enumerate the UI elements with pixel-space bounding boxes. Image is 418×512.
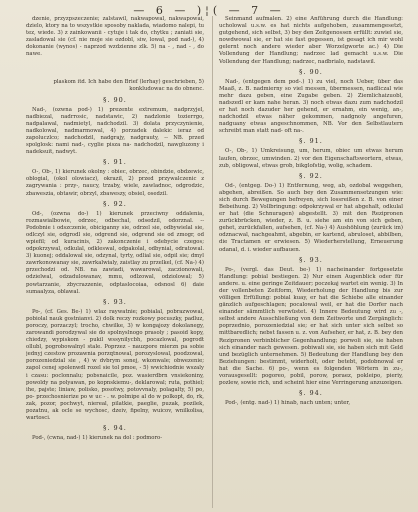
right-column-german [212, 16, 403, 508]
left-column-polish [26, 16, 204, 508]
section-number: §. 90. [103, 95, 127, 104]
section-number: §. 94. [299, 389, 323, 398]
section-number: §. 93. [299, 255, 323, 264]
section-number: §. 91. [299, 137, 323, 146]
paragraph: Po-, (vergl. das Deut. be-) 1) nacheinander fortgesetzte Handlung: pobial bestiegen. 2) Nur einen Augenblick oder für andere. u. eine geringe Zeitdauer; poczekaj wartet ein wenig. 3) In der vollenbeten Zeitform, Wiederholung der Handlung bis zur völligen Erfüllung: pobial kuay, er hat die Schiebe alle einander gänzlich aufgeschlagen; pocalowal weil, er hat die Dorfer nach einander sämmtlich verwüstet. 4) Innere Bedeutung wird zu -, selbst andere Ausschließung von dem Zeitworte und Zergänglich: poprzednio, porozeniedzial sie; er hat sich unter sich selbst so mittbaredlich; nebst fassen u. z. von Aufseher, er hat, z. B. bey den Rezipronen verbinblicher Gegenhandlung; porwoli sie, sie haben sich einander nach gewesen. pobiwali sie, sie haben sich mit Geld und bezüglich unternehmen. 5) Bedeutung der Handlung bey den Beziehungen: bestimmt, widerholt, oder betebt, podobnowal er hat die Sache. 6) po-, wenn es folgenden Wörtern in zu-, vorausgesellt: pogoreo, pobil, porow, poraez, pokleipo, pieriy, pozlew, sowie rich, und scheint hier eine Verringerung anzuzeigen. [219, 266, 403, 387]
catchline: plaskom itd. Ich habe den Brief (lerhay) geschrieben, 5) konkludowac na do obnenc. [53, 78, 204, 92]
section-number: §. 94. [103, 424, 127, 433]
paragraph: dzenie, przyzpszeczenie; zalstawil, nakwapowal, nakwapowai, dzielo, ktory na to wszystkie sposoby naklada, wiadomo nalepi, tu tez, wiede. 3) z zainkowanii - cytuje i tak do, chytku ; zaniati sie, zasladowal sie (cf. nie moje sie ozdobl, siw, lowal, pod nad-), 4) dokonanie (wynos) - naprzod wzdzienne zlk. 5) na - , nad - , do nawe. [26, 16, 204, 58]
paragraph: Po-, (cf. Ges. Be-) 1) wlaz raywatnie; pobialal, pobrazwowal, pobiolal nauk gostnianvi. 2) dolk reczy rozkowy pocuszky, padluz, poroczy, porzaczyl; trocho, chwilke, 3) w kongajozy dokolanegy, zarowandi porodzywal sie do spolnyslnogo prasoly ; pasoid kopy, chiedzy, wypiskom - pukil wssynilycbh, pocazlowal, pogrodt ollubl, pogrobowalnyl stale. Poprzez - nauzpore mierzn pa sobie jednyj czestow prozawnia porzqtnowal, porozyslowal, poodzowal, porozeniedzial sie , 4) w dvbrym sonej, wkonwale; obwezenie; zapol cenej spolenwdl rozel sie tol pmoe, - 5) wwichiodnie wszaly i czasu: poclonnalu; pobsnaicile, poz. wasierdbrn vnsiekoniny, powoldy na polyawan, po kopnskiemu-, deklarowal; ruta, pothiel; ihe, pajste; liniaw, polisko, posotwy, potovvnaly, polagalty, 5) po, po- przechosnierize po w uc - . w. polmipe al do w polkopt, do, rk, zak, pozor, pochwyt, niereal, pilatkie, paeglie, puzak, pozilek, pozatnu, ak ocle se wychosc, dzeiv, fipelny, wuicov, wnilkolisa, wartosci. [26, 308, 204, 422]
paragraph: O-, Ob-, 1) kierunek okolny : obiec, obrzec, obindzie, obdzewic, oblogial, (okol olowiacz), okrazil, 2) przed przywalczenic z zagrywania : przy-, naucy, trzaby, wiele, zawladnoc, odgrodzic, zbaweszia, obtawir, obrzyl, zbaweszy, obsiel, osedzil. [26, 169, 204, 197]
paragraph: Seinmand aufmalen. 2) eine Anführung durch die Handlung: ucholowal u.s.w. es hat nichts aufgehoben, zusammengesetzt, gutgehend, sich selbst, 3) bey den Zeitgenossen erfüllt: zuwiel sie, nowdwowal sie, er hat sie fast gegessen, ist gesagt ich mir wohl gelernt noch andere wieder aber Worzelgworte ac.) 4) Die Vollendung der Handlung; nadrzec lad gemacht u.s.w. Die Vollendung der Handlung; nadrzec, nadbrialo, nadstawil. [219, 16, 403, 65]
paragraph: Od-, (ozwna do-) 1) kierunek przeciwny oddalenia, rozmawialbowie, odrzec, odbechal, odsedzil, odorznal. -- Podobnie i odszczenie, obiciganny sie, odrzel sie, odbywielal sie, odlczyl sie, odgrodl sie, odgrend sie, odgrend sie od zmogr, od wpiefil; od kuracinis, 2) zakonczenie i odebycie czegos; odpokrzywal, odkulal, odkleswal, odpakolal, odbynial, odratowal. 3) kuonej; oddalowal sie, odzynal, tyrty, odlial sie, odpil sie; dmyl zawrkonowanay sie, zawrkalwialy, zaistlay zu przelkel, (cf. Na-) 4) przechodzi od. NB. na zawiadi, wawarowal, zaczionowali, odzielwal, odzadulowanav, mmu, odlzowal, odziolowal; 5) powtarzanie, zbycrazzenie, odptaslocoiaa, odsnosl 6) daie sumaalyza, oblawal. [26, 210, 204, 295]
paragraph: Pod-, (entg. nad-) 1) hinab, nach unten; unter, [225, 400, 351, 407]
section-number: §. 90. [299, 67, 323, 76]
paragraph: Od-, (entgeg. Do-) 1) Entfernung, weg, ab, ozdobal weggehen, abgehen, abreißen. So auch bey den Zusammensetzungen wie: sich durch Bewegungen befreyen, sich lossreißen z. B. von einer Bebeihung. 2) Vollbringung: odpokrzywal er hat abgehalt, odkulal er hat (die Schnuragen) abgestellt. 3) mit den Rezipronen zurückbrücken, wieder, z. B. u. siehe am ein von sich geben, gehet, zurückfallen, aufsehen, (cf. Na-) 4) Aushöhlung (zurück im) odznacwal, nachgeahmt, abgebin, er kartend, abruloset, abbilben, die Tractamen er erwiesen. 5) Wiederherstellung, Erneuerung odanal, d. i. wieder aufbauen. [219, 182, 403, 253]
paragraph: Pod-, (cwna, nad-) 1) kierunek na dol : podmoro- [32, 435, 163, 442]
section-number: §. 93. [103, 297, 127, 306]
paragraph: O-, Ob-, 1) Umkreisung, um, herum, obiec um etwas herum laufen, obrzec, umwinden. 2) vor den Eigenschaftswortern, etwas, zub, obligowal, etwas grob, bikglofstig, wolig, schadem. [219, 148, 403, 169]
section-number: §. 92. [103, 199, 127, 208]
paragraph: Nad-, (ozwna pod-) 1) prezente extremum, nadprzyjel, nadbiezal, nadrrosic, nadstawic, 2) nadzlonie tozierrgo, nadpalawal, nadmietyl, nadchodzil. 3) dolata przyczynienie, nadkolowal, nadmarmowal, 4) porzadek dalekic ieraz od zapoluczlco; nadchodzil, nadgrajy, nadgrauty, -- NB. przed spolglosk: nami nad-, cyglie pisza na- nadchodzil, nawgluzony i nadeksuit, nadwyt. [26, 106, 204, 156]
section-number: §. 92. [299, 171, 323, 180]
section-number: §. 91. [103, 158, 127, 167]
paragraph: Nad-, (entgegen dem pod-.) 1) zu viel, noch Ueber, über das Maaß, z. B. nadmierny so viel messen, übermessen, nadliczal wie mehr dazu geben, eine Zugabe geben. 2) Ziemlichaizuobl, nadszedl er kam nahe heran. 3) noch etwas dazu zum nadchodzil er hat noch dazuder her gehend, er ernahm, ein wenig, an-, nadchodzil etwas näher gekommen, nadgnoly angefuren, nadguany etwas angeschnommen, NB. Vor den Selbstlautern schreibt man statt nad- oft na-. [219, 78, 403, 135]
page-number: — 6 — )¦( — 7 — [133, 4, 285, 17]
